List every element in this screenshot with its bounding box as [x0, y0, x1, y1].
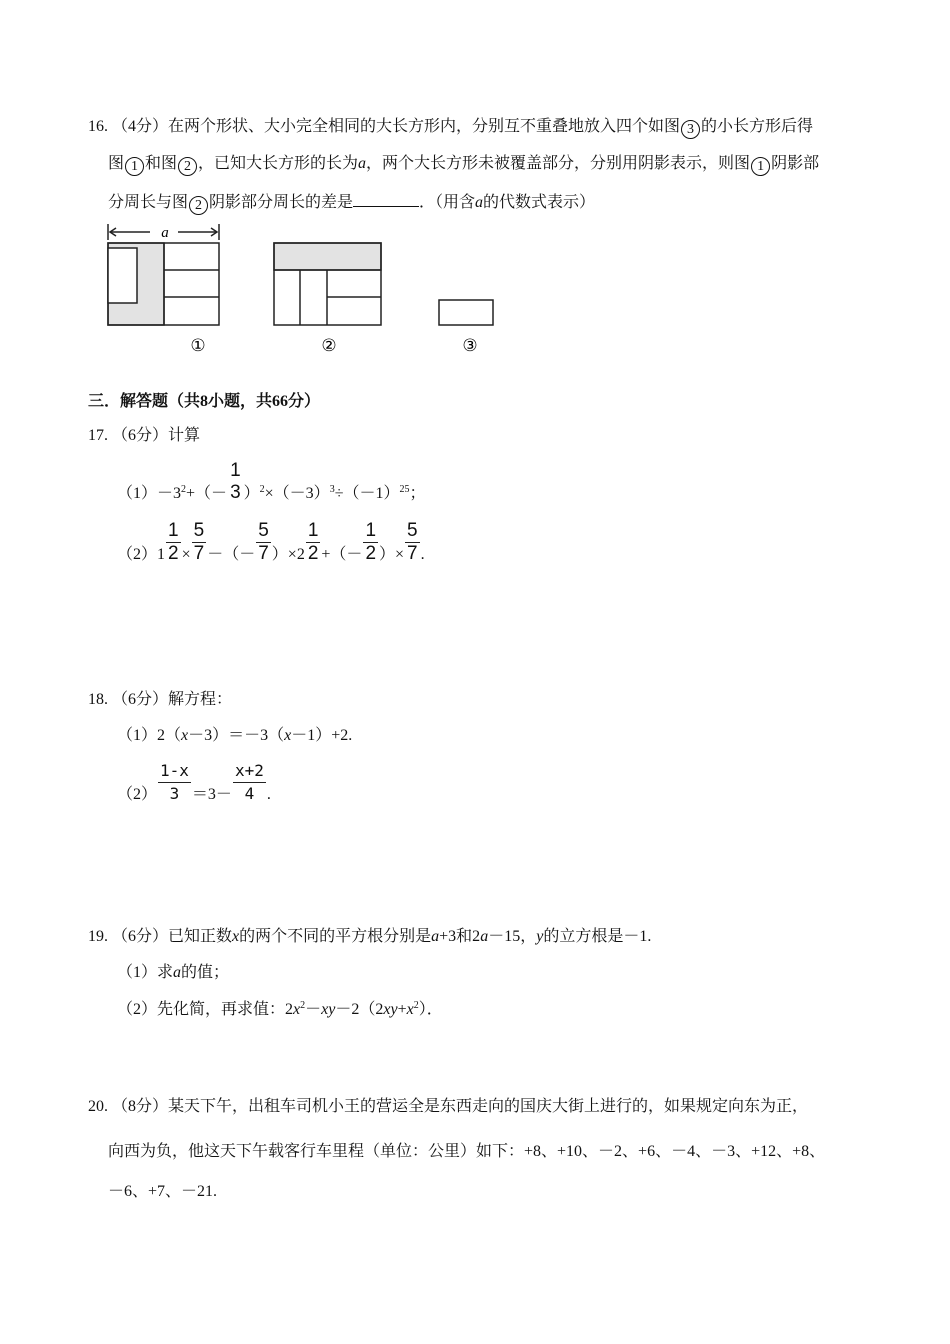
exponent: 2	[259, 484, 265, 495]
question-points: （6分）	[112, 691, 169, 708]
fraction	[166, 520, 181, 565]
question-text: 计算	[168, 427, 201, 444]
math: ）	[243, 485, 260, 502]
variable: xy	[321, 1001, 336, 1018]
denominator: 2	[307, 543, 319, 564]
math: ）×	[379, 546, 405, 563]
math: －3）＝－3（	[188, 727, 285, 744]
q19-part2	[117, 1000, 443, 1020]
variable: a	[358, 155, 367, 172]
circled-number: 3	[681, 120, 700, 139]
fraction	[306, 520, 321, 565]
variable: x	[284, 727, 292, 744]
fraction	[256, 520, 271, 565]
q16-text: ，两个大长方形未被覆盖部分，分别用阴影表示，则图	[366, 155, 751, 172]
numerator: 5	[258, 520, 269, 541]
q19-text: 已知正数	[168, 928, 233, 945]
q19-text: －15，	[488, 928, 537, 945]
math: ）×2	[271, 546, 305, 563]
exponent: 2	[413, 1000, 419, 1011]
variable: x	[181, 727, 189, 744]
numerator: 1	[168, 520, 179, 541]
q16-text: 分周长与图	[108, 194, 189, 211]
part-label: （1）	[117, 727, 158, 744]
q16-text: 阴影部分周长的差是	[209, 194, 354, 211]
math: －2（2	[335, 1001, 384, 1018]
q19-text: +3和2	[439, 928, 481, 945]
denominator: 7	[193, 543, 205, 564]
q19-text: 的值；	[181, 964, 230, 981]
q16-text: 阴影部	[771, 155, 820, 172]
q16-text: 的小长方形后得	[701, 118, 814, 135]
q17-part2	[117, 520, 425, 566]
q18-heading	[88, 690, 232, 710]
variable: a	[431, 928, 440, 945]
question-points: （6分）	[112, 928, 169, 945]
denominator: 7	[407, 543, 418, 564]
math: －1）+2.	[291, 727, 353, 744]
variable: xy	[383, 1001, 398, 1018]
denominator: 2	[365, 543, 377, 564]
denominator: 3	[230, 482, 241, 503]
q16-figures	[0, 0, 950, 370]
question-text: 解方程：	[168, 691, 233, 708]
q16-text: 和图	[145, 155, 178, 172]
math: ×	[181, 546, 191, 563]
exponent: 25	[399, 484, 410, 495]
figure-label-1: ①	[190, 336, 206, 355]
denominator: 4	[233, 782, 266, 805]
dimension-label: a	[161, 225, 169, 241]
part-label: （1）	[117, 485, 158, 502]
q19-text: 求	[157, 964, 174, 981]
math: 1	[157, 546, 166, 563]
section-title: 三．解答题（共8小题，共66分）	[88, 393, 321, 410]
section-heading	[88, 392, 320, 412]
q19-part1	[117, 963, 229, 983]
numerator: 1	[307, 520, 319, 541]
math: .	[420, 546, 425, 563]
variable: x	[293, 1001, 301, 1018]
math: 2（	[157, 727, 182, 744]
denominator: 7	[258, 543, 269, 564]
q16-text: 图	[108, 155, 125, 172]
question-number: 17.	[88, 427, 108, 444]
figure-label-3: ③	[462, 336, 478, 355]
part-label: （2）	[117, 1001, 158, 1018]
q18-part2	[117, 760, 271, 806]
variable: y	[536, 928, 544, 945]
question-points: （4分）	[112, 118, 169, 135]
numerator: 5	[193, 520, 205, 541]
fraction	[363, 520, 378, 565]
q16-text: 在两个形状、大小完全相同的大长方形内，分别互不重叠地放入四个如图	[168, 118, 681, 135]
math: ×（－3）	[264, 485, 330, 502]
figure-3	[439, 300, 493, 325]
q18-part1	[117, 726, 352, 746]
math: －3	[157, 485, 182, 502]
part-label: （2）	[117, 786, 158, 803]
question-number: 19.	[88, 928, 108, 945]
fraction	[228, 460, 243, 504]
q20-text: 某天下午，出租车司机小王的营运全是东西走向的国庆大街上进行的，如果规定向东为正，	[168, 1098, 809, 1115]
numerator: x+2	[234, 761, 264, 780]
numerator: 1	[230, 460, 241, 481]
q20-line1	[88, 1097, 808, 1117]
circled-number: 2	[178, 157, 197, 176]
math: +（－	[321, 546, 363, 563]
circled-number: 1	[751, 157, 770, 176]
math: .	[266, 786, 271, 803]
q19-text: 的两个不同的平方根分别是	[239, 928, 432, 945]
denominator: 3	[158, 782, 191, 805]
denominator: 2	[168, 543, 179, 564]
exponent: 3	[329, 484, 335, 495]
numerator: 1-x	[160, 761, 189, 780]
math: －	[305, 1001, 322, 1018]
question-number: 18.	[88, 691, 108, 708]
numerator: 1	[365, 520, 377, 541]
exponent: 2	[181, 484, 187, 495]
q16-text: 的代数式表示）	[483, 194, 596, 211]
fraction	[192, 520, 207, 565]
variable: a	[475, 194, 484, 211]
part-label: （1）	[117, 964, 158, 981]
exponent: 2	[300, 1000, 306, 1011]
math: +	[397, 1001, 407, 1018]
q19-text: 先化简，再求值：2	[157, 1001, 294, 1018]
figure-2	[274, 243, 381, 325]
q19-line1	[88, 927, 651, 947]
math: －（－	[207, 546, 256, 563]
math: ＝3－	[191, 786, 232, 803]
math: ）．	[418, 1001, 443, 1018]
math: ；	[409, 485, 426, 502]
math: +（－	[186, 485, 228, 502]
question-number: 20.	[88, 1098, 108, 1115]
variable: a	[480, 928, 489, 945]
q17-part1	[117, 460, 426, 505]
question-number: 16.	[88, 118, 108, 135]
question-points: （6分）	[112, 427, 169, 444]
q20-line2: 向西为负，他这天下午载客行车里程（单位：公里）如下：+8、+10、－2、+6、－4、－3、+12、+8、	[108, 1143, 826, 1160]
variable: x	[232, 928, 240, 945]
numerator: 5	[407, 520, 418, 541]
shaded-region	[274, 243, 381, 270]
q16-text: ．（用含	[419, 194, 476, 211]
q16-text: ，已知大长方形的长为	[198, 155, 359, 172]
fraction	[158, 760, 191, 805]
circled-number: 2	[189, 196, 208, 215]
circled-number: 1	[125, 157, 144, 176]
q19-text: 的立方根是－1.	[543, 928, 652, 945]
q17-heading	[88, 426, 200, 446]
fraction	[233, 760, 266, 805]
part-label: （2）	[117, 546, 158, 563]
fraction	[405, 520, 420, 565]
math: ÷（－1）	[334, 485, 400, 502]
q20-line3: －6、+7、－21.	[108, 1183, 218, 1200]
variable: a	[173, 964, 182, 981]
figure-label-2: ②	[321, 336, 337, 355]
question-points: （8分）	[112, 1098, 169, 1115]
variable: x	[406, 1001, 414, 1018]
